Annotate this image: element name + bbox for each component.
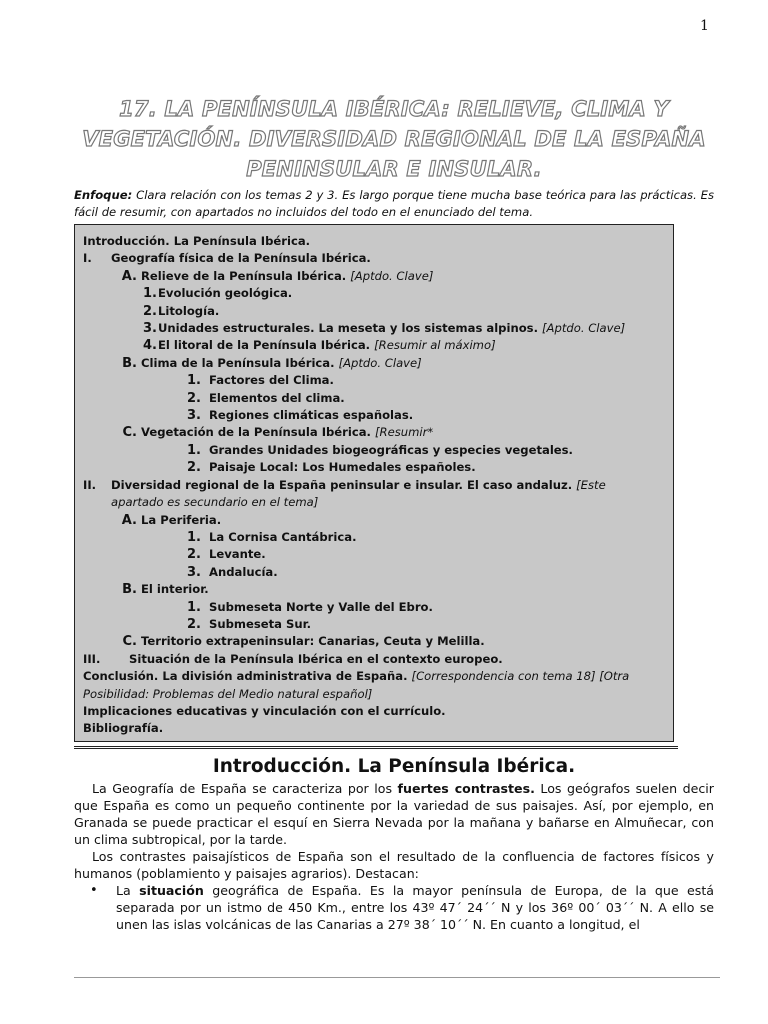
toc-ii-b-2-number: 2. <box>187 616 201 632</box>
toc-ii-b <box>83 581 673 598</box>
paragraph-1-end: Los geógrafos suelen decir que España es como un pequeño continente por la variedad de sus paisajes. Así, por ejemplo, en Granada se puede practicar el esquí en Sierra Nevada por la mañana y bañarse en Almuñecar, con un clima subtropical, por la tarde. <box>74 781 714 847</box>
toc-i-b-note: [Aptdo. Clave] <box>338 355 422 370</box>
toc-ii-a-3 <box>83 564 673 581</box>
toc-section-ii-note-2: apartado es secundario en el tema] <box>111 495 319 510</box>
toc-ii-a-label: A. <box>121 512 137 528</box>
bullet-dot-icon: • <box>90 883 98 898</box>
toc-i-b-1 <box>83 372 673 389</box>
toc-i-b-2-number: 2. <box>187 390 201 406</box>
toc-i-b-1-text: Factores del Clima. <box>209 373 334 388</box>
outline-divider <box>74 746 678 749</box>
section-body <box>74 780 714 933</box>
toc-section-iii-text: Situación de la Península Ibérica en el contexto europeo. <box>129 651 503 666</box>
bullet-situacion <box>74 882 714 933</box>
toc-implicaciones <box>83 703 673 720</box>
toc-i-c-1-number: 1. <box>187 442 201 458</box>
toc-i-a-text: Relieve de la Península Ibérica. <box>141 268 347 283</box>
toc-ii-c-label: C. <box>122 634 137 650</box>
bullet-start: La <box>116 883 140 898</box>
paragraph-1 <box>74 780 714 848</box>
toc-ii-a-1-text: La Cornisa Cantábrica. <box>209 529 357 544</box>
bullet-end: geográfica de España. Es la mayor península de Europa, de la que está separada por un istmo de 450 Km., entre los 43º 47´ 24´´ N y los 36º 00´ 03´´ N. A ello se unen las islas volcánicas de las Canarias a 27º 38´ 10´´ N. En cuanto a longitud, el <box>116 883 714 932</box>
toc-i-c-2-number: 2. <box>187 460 201 476</box>
toc-ii-c <box>83 633 673 650</box>
toc-ii-a <box>83 512 673 529</box>
toc-ii-b-1-number: 1. <box>187 599 201 615</box>
toc-i-c-label: C. <box>122 425 137 441</box>
toc-ii-b-2-text: Submeseta Sur. <box>209 616 312 631</box>
toc-ii-c-text: Territorio extrapeninsular: Canarias, Ceuta y Melilla. <box>141 634 485 649</box>
toc-i-b-text: Clima de la Península Ibérica. <box>141 355 335 370</box>
toc-implicaciones-text: Implicaciones educativas y vinculación con el currículo. <box>83 703 446 718</box>
toc-i-b <box>83 355 673 372</box>
toc-ii-b-1-text: Submeseta Norte y Valle del Ebro. <box>209 599 433 614</box>
toc-i-b-3-number: 3. <box>187 408 201 424</box>
title-line-3: PENINSULAR E INSULAR. <box>246 157 542 181</box>
toc-i-a-4-text: El litoral de la Península Ibérica. <box>158 338 371 353</box>
toc-i-c-2-text: Paisaje Local: Los Humedales españoles. <box>209 460 476 475</box>
toc-i-a-2 <box>83 303 673 320</box>
toc-i-a-2-text: Litología. <box>158 303 220 318</box>
toc-ii-a-1-number: 1. <box>187 529 201 545</box>
enfoque-label: Enfoque: <box>74 188 133 202</box>
toc-ii-a-text: La Periferia. <box>141 512 222 527</box>
toc-i-a-3 <box>83 320 673 337</box>
toc-section-i <box>83 250 673 267</box>
toc-section-iii <box>83 651 673 668</box>
toc-i-a-label: A. <box>121 268 137 284</box>
toc-conclusion-note-1: [Correspondencia con tema 18] [Otra <box>411 669 630 684</box>
toc-section-iii-number: III. <box>83 651 101 666</box>
toc-i-a-2-number: 2. <box>143 303 157 319</box>
toc-i-a <box>83 268 673 285</box>
toc-i-a-note: [Aptdo. Clave] <box>350 268 434 283</box>
toc-ii-a-2-number: 2. <box>187 547 201 563</box>
toc-i-c <box>83 424 673 441</box>
toc-intro-text: Introducción. La Península Ibérica. <box>83 234 311 248</box>
toc-ii-b-text: El interior. <box>141 582 209 597</box>
toc-ii-a-2 <box>83 546 673 563</box>
title-line-1: 17. LA PENÍNSULA IBÉRICA: RELIEVE, CLIMA Y <box>119 97 669 121</box>
bullet-bold: situación <box>139 883 204 898</box>
toc-i-a-1 <box>83 285 673 302</box>
toc-section-ii <box>83 477 673 494</box>
toc-bibliografia-text: Bibliografía. <box>83 721 164 736</box>
toc-i-c-2 <box>83 459 673 476</box>
toc-i-a-1-number: 1. <box>143 286 157 302</box>
toc-section-ii-note-row <box>83 494 673 511</box>
paragraph-1-start: La Geografía de España se caracteriza por los <box>92 781 398 796</box>
document-title <box>74 94 714 184</box>
toc-i-b-3 <box>83 407 673 424</box>
toc-section-ii-text: Diversidad regional de la España peninsular e insular. El caso andaluz. <box>111 477 573 492</box>
paragraph-2: Los contrastes paisajísticos de España son el resultado de la confluencia de factores físicos y humanos (poblamiento y paisajes agrarios). Destacan: <box>74 849 714 881</box>
toc-section-ii-number: II. <box>83 477 97 492</box>
toc-i-a-3-text: Unidades estructurales. La meseta y los sistemas alpinos. <box>158 321 538 336</box>
toc-i-b-1-number: 1. <box>187 373 201 389</box>
toc-i-a-4-note: [Resumir al máximo] <box>374 338 496 353</box>
toc-i-c-text: Vegetación de la Península Ibérica. <box>141 425 371 440</box>
enfoque-text: Clara relación con los temas 2 y 3. Es largo porque tiene mucha base teórica para las prácticas. Es fácil de resumir, con apartados no incluidos del todo en el enunciado del tema. <box>74 188 714 219</box>
toc-i-b-label: B. <box>122 355 137 371</box>
footer-divider <box>74 977 720 978</box>
table-of-contents <box>74 224 674 742</box>
toc-i-b-3-text: Regiones climáticas españolas. <box>209 408 414 423</box>
toc-conclusion-note-row <box>83 686 673 703</box>
toc-ii-b-1 <box>83 599 673 616</box>
toc-i-b-2-text: Elementos del clima. <box>209 390 345 405</box>
toc-conclusion <box>83 668 673 685</box>
toc-ii-b-label: B. <box>122 582 137 598</box>
toc-ii-a-1 <box>83 529 673 546</box>
enfoque-paragraph <box>74 187 714 221</box>
paragraph-1-bold: fuertes contrastes. <box>397 781 535 796</box>
toc-section-ii-note-1: [Este <box>576 477 606 492</box>
toc-conclusion-note-2: Posibilidad: Problemas del Medio natural español] <box>83 686 373 701</box>
toc-i-c-1-text: Grandes Unidades biogeográficas y especies vegetales. <box>209 442 573 457</box>
toc-ii-a-3-number: 3. <box>187 564 201 580</box>
toc-conclusion-text: Conclusión. La división administrativa de España. <box>83 669 408 684</box>
toc-ii-a-2-text: Levante. <box>209 547 266 562</box>
toc-section-i-text: Geografía física de la Península Ibérica. <box>111 251 371 266</box>
title-line-2: VEGETACIÓN. DIVERSIDAD REGIONAL DE LA ESPAÑA <box>82 127 706 151</box>
page-number: 1 <box>700 18 709 34</box>
toc-i-a-4-number: 4. <box>143 338 157 354</box>
section-heading: Introducción. La Península Ibérica. <box>212 756 576 777</box>
toc-i-c-1 <box>83 442 673 459</box>
toc-i-b-2 <box>83 390 673 407</box>
toc-i-a-4 <box>83 337 673 354</box>
toc-i-a-3-note: [Aptdo. Clave] <box>542 321 626 336</box>
toc-ii-b-2 <box>83 616 673 633</box>
toc-section-i-number: I. <box>83 251 92 266</box>
toc-i-c-note: [Resumir* <box>375 425 434 440</box>
toc-intro <box>83 233 673 250</box>
toc-bibliografia <box>83 720 673 737</box>
toc-i-a-1-text: Evolución geológica. <box>158 286 293 301</box>
toc-ii-a-3-text: Andalucía. <box>209 564 278 579</box>
toc-i-a-3-number: 3. <box>143 321 157 337</box>
